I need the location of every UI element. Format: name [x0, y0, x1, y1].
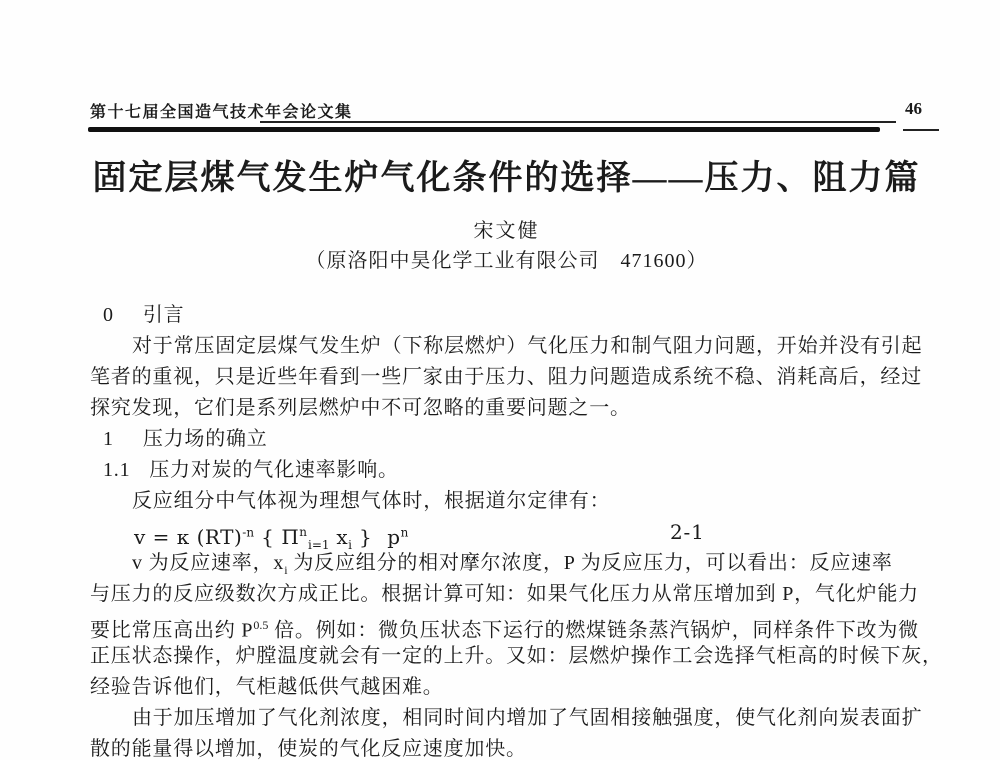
paragraph-line: 与压力的反应级数次方成正比。根据计算可知：如果气化压力从常压增加到 P，气化炉能力 — [90, 583, 919, 605]
paragraph-line: 探究发现，它们是系列层燃炉中不可忽略的重要问题之一。 — [90, 397, 631, 419]
text-segment: 倍。例如：微负压状态下运行的燃煤链条蒸汽锅炉，同样条件下改为微 — [268, 619, 919, 642]
equation-row — [90, 517, 930, 552]
equation-lhs: v = κ (RT) — [134, 524, 243, 549]
text-segment: 要比常压高出约 P — [90, 619, 254, 642]
paragraph-line: 经验告诉他们，气柜越低供气越困难。 — [90, 676, 444, 698]
subscript-i: i — [284, 563, 288, 577]
text-segment: v 为反应速率，x — [132, 552, 285, 574]
paragraph-line: 散的能量得以增加，使炭的气化反应速度加快。 — [90, 738, 527, 760]
mole-fraction-index: i — [348, 537, 353, 552]
header-rule-thick — [88, 127, 880, 132]
article-body — [90, 300, 943, 765]
paragraph-line — [90, 548, 930, 579]
pressure-variable: p — [387, 524, 401, 549]
section-title: 引言 — [142, 304, 185, 326]
section-number: 1 — [103, 428, 114, 450]
superscript-0-5: 0.5 — [253, 618, 269, 632]
paragraph-line: 由于加压增加了气化剂浓度，相同时间内增加了气固相接触强度，使气化剂向炭表面扩 — [132, 707, 923, 729]
brace-open: { — [261, 524, 275, 549]
pressure-exponent: n — [400, 525, 409, 539]
paragraph-line: 反应组分中气体视为理想气体时，根据道尔定律有： — [132, 490, 611, 512]
text-segment: 为反应组分的相对摩尔浓度，P 为反应压力，可以看出：反应速率 — [287, 552, 893, 574]
page-number-underline — [903, 129, 939, 131]
article-title: 固定层煤气发生炉气化条件的选择——压力、阻力篇 — [92, 160, 921, 197]
product-upper-limit: n — [299, 525, 307, 539]
section-heading-1 — [90, 424, 930, 455]
equation-rt-exponent: -n — [242, 525, 255, 539]
equation-2-1 — [134, 524, 409, 552]
paragraph-line: 笔者的重视，只是近些年看到一些厂家由于压力、阻力问题造成系统不稳、消耗高后，经过 — [90, 366, 922, 388]
article-affiliation: （原洛阳中昊化学工业有限公司 471600） — [305, 250, 708, 272]
brace-close: } — [359, 524, 373, 549]
page-number: 46 — [905, 99, 922, 118]
paragraph-line: 对于常压固定层煤气发生炉（下称层燃炉）气化压力和制气阻力问题，开始并没有引起 — [132, 335, 923, 357]
section-title: 压力场的确立 — [142, 428, 268, 450]
section-number: 1.1 — [103, 459, 131, 481]
product-symbol: Π — [281, 524, 300, 549]
section-heading-0 — [90, 300, 930, 331]
article-author: 宋文健 — [473, 220, 540, 242]
proceedings-title: 第十七届全国造气技术年会论文集 — [90, 104, 353, 121]
section-title: 压力对炭的气化速率影响。 — [149, 459, 399, 481]
section-number: 0 — [103, 304, 114, 326]
mole-fraction-variable: x — [336, 524, 349, 549]
equation-number: 2-1 — [670, 520, 705, 544]
paragraph-line: 正压状态操作，炉膛温度就会有一定的上升。又如：层燃炉操作工会选择气柜高的时候下灰， — [90, 645, 943, 667]
paragraph-line — [90, 610, 930, 641]
section-heading-1-1 — [90, 455, 930, 486]
product-lower-limit: i=1 — [308, 537, 330, 552]
header-rule-thin — [260, 121, 896, 123]
